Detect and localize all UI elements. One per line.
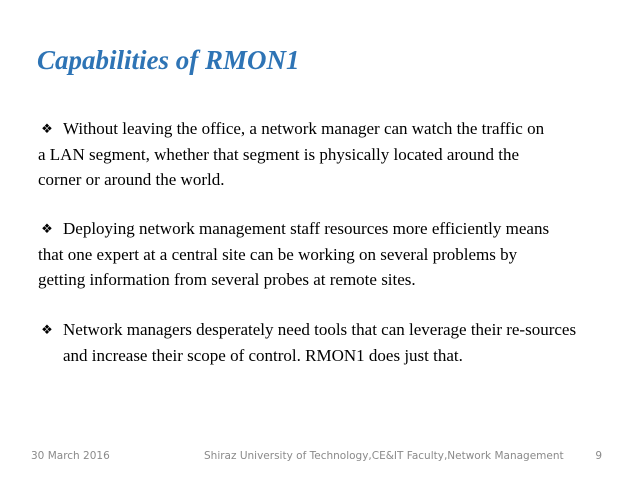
slide-title: Capabilities of RMON1 bbox=[37, 45, 300, 75]
bullet-line: that one expert at a central site can be working on several problems by bbox=[38, 245, 518, 264]
bullet-text: Deploying network management staff resources more efficiently means bbox=[63, 219, 550, 238]
diamond-bullet-icon: ❖ bbox=[41, 323, 53, 338]
bullet-item bbox=[40, 317, 620, 368]
diamond-bullet-icon: ❖ bbox=[41, 122, 53, 137]
bullet-text: Without leaving the office, a network manager can watch the traffic on bbox=[63, 119, 545, 138]
footer-text: Shiraz University of Technology,CE&IT Faculty,Network Management bbox=[204, 450, 564, 462]
bullet-line bbox=[40, 317, 620, 343]
bullet-text: Network managers desperately need tools that can leverage their re-sources bbox=[63, 320, 577, 339]
bullet-item bbox=[40, 116, 620, 192]
bullet-line bbox=[40, 116, 620, 142]
bullet-line: and increase their scope of control. RMON1 does just that. bbox=[63, 346, 463, 365]
bullet-line: a LAN segment, whether that segment is physically located around the bbox=[38, 145, 520, 164]
bullet-line: getting information from several probes at remote sites. bbox=[38, 270, 416, 289]
bullet-item bbox=[40, 216, 620, 292]
footer-date: 30 March 2016 bbox=[31, 450, 110, 462]
bullet-line bbox=[40, 216, 620, 242]
page-number: 9 bbox=[595, 450, 602, 462]
bullet-line: corner or around the world. bbox=[38, 170, 225, 189]
diamond-bullet-icon: ❖ bbox=[41, 222, 53, 237]
